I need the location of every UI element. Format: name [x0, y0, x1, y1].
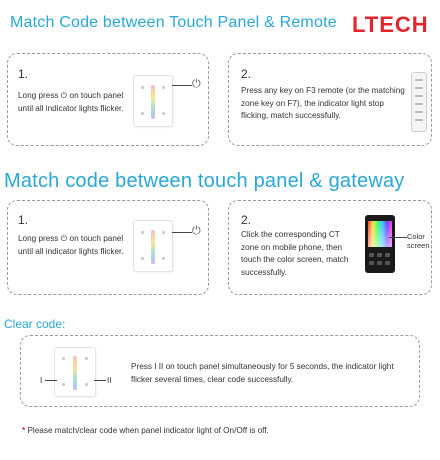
gateway-step2-card	[228, 200, 432, 295]
clear-code-text: Press I II on touch panel simultaneously for 5 seconds, the indicator light flicker several times, clear code successfully.	[131, 362, 394, 384]
step-number: 1.	[18, 67, 29, 81]
pointer-line	[172, 85, 192, 86]
step-number: 1.	[18, 213, 29, 227]
pointer-line	[94, 380, 106, 381]
step-text: Long press ⏻ on touch panel until all indicator lights flicker.	[18, 91, 124, 113]
pointer-line	[389, 237, 407, 238]
power-icon: ⏻	[192, 78, 201, 90]
remote-control-image	[411, 72, 427, 132]
color-screen-label: Color screen	[407, 232, 430, 250]
clear-code-card	[20, 335, 420, 407]
section-title-clear-code: Clear code:	[4, 317, 66, 331]
left-key-label: I	[40, 376, 43, 385]
gateway-step1-card	[7, 200, 209, 295]
mobile-phone-image	[365, 215, 395, 273]
remote-step1-card	[7, 53, 209, 146]
section-title-remote: Match Code between Touch Panel & Remote	[10, 14, 337, 31]
step-number: 2.	[241, 67, 252, 81]
section-title-gateway: Match code between touch panel & gateway	[4, 170, 405, 192]
asterisk-mark: *	[22, 426, 26, 435]
step-number: 2.	[241, 213, 252, 227]
touch-panel-image	[134, 76, 172, 126]
step-text: Long press ⏻ on touch panel until all indicator lights flicker.	[18, 234, 124, 256]
footnote-text: Please match/clear code when panel indicator light of On/Off is off.	[27, 426, 269, 435]
step-text: Press any key on F3 remote (or the matching zone key on F7), the indicator light stop flicking, match successfully.	[241, 86, 405, 120]
pointer-line	[45, 380, 57, 381]
footnote	[22, 426, 269, 435]
right-key-label: II	[107, 376, 112, 385]
touch-panel-image	[55, 348, 95, 396]
brand-logo: LTECH	[352, 12, 429, 37]
remote-step2-card	[228, 53, 432, 146]
pointer-line	[172, 232, 192, 233]
step-text: Click the corresponding CT zone on mobile phone, then touch the color screen, match successfully.	[241, 230, 349, 277]
power-icon: ⏻	[192, 225, 201, 237]
touch-panel-image	[134, 221, 172, 271]
